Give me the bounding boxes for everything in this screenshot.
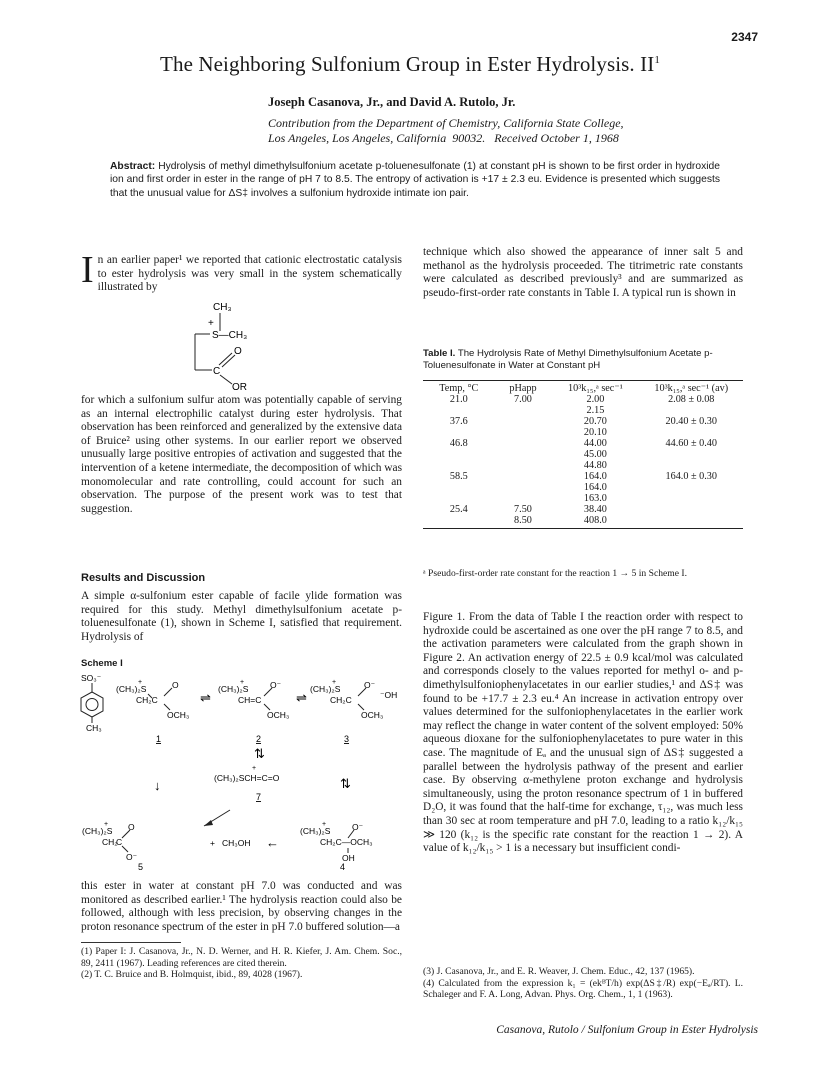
struct-ch3: CH₃ — [213, 302, 232, 313]
table-bottom-rule — [423, 528, 743, 529]
table-cell-temp: 46.8 — [449, 438, 468, 449]
affiliation — [268, 116, 624, 146]
table-row — [423, 394, 743, 405]
right-para-2: Figure 1. From the data of Table I the reaction order with respect to hydroxide could be ascertained as one over the pH range 7 to 8.5, and the activation parameters were calculated from the graph shown in Figure 2. An activation energy of 22.5 ± 0.9 kcal/mol was calculated and corresponds closely to the values reported for methyl o- and p-dimethylsulfoniophenylacetates in our earlier studies,¹ and ΔS‡ was found to be +17.7 ± 2.3 eu.⁴ An increase in activation entropy over values determined for the sulfoniophenylacetates in the earlier work may reflect the change in water content of the solvent employed: 50% aqueous dioxane for the sulfoniophenylacetates to pure water in this case. The magnitude of Eₐ and the unusual sign of ΔS‡ suggested a parallel between the hydrolysis pathway of the present and earlier case. By observing α-methylene proton exchange and hydrolysis simultaneously, using the proton resonance spectrum of 1 in buffered D₂O, it was found that the half-time for exchange, τ₁₂, was much less than 30 sec at room temperature and pH 7.0, leading to a ratio k₁₂/k₁₅ ≫ 120 (k₁₂ is the specific rate constant for the reaction 1 → 2). A value of k₁₂/k₁₅ > 1 is a necessary but insufficient condi- — [423, 611, 743, 855]
table-row — [423, 515, 743, 526]
table-cell-ph — [495, 460, 552, 471]
table-cell-k: 408.0 — [583, 515, 607, 526]
left-para-1: for which a sulfonium sulfur atom was potentially capable of serving as an internal electrophilic catalyst during ester hydrolysis. That observation has been reinforced and generalized by the extensive data of Bruice² using other systems. In our earlier report we observed unusually large positive entropies of activation and suggested that the intervention of a ketene intermediate, the decomposition of which was monomolecular and rate controlling, could account for such an observation. The purpose of the present work was to test that suggestion. — [81, 394, 402, 515]
article-title — [0, 52, 820, 77]
drop-cap: I — [81, 249, 94, 291]
table-cell-temp — [423, 427, 495, 438]
footnote-4: (4) Calculated from the expression k₁ = (ekᴮT/h) exp(ΔS‡/R) exp(−Eₐ/RT). L. Schaleger and F. A. Long, Advan. Phys. Org. Chem., 1, 1 (1963). — [423, 977, 743, 1000]
cmp4-ch2c: CH₂C—OCH₃ — [320, 837, 373, 847]
table-cell-k-avg — [639, 449, 743, 460]
table-cell-k-avg: 20.40 ± 0.30 — [665, 416, 717, 427]
cmp4-o: O⁻ — [352, 822, 364, 832]
abstract-label: Abstract: — [110, 161, 156, 172]
table-cell-k: 163.0 — [583, 493, 607, 504]
ketene-formula: (CH₃)₂SCH=C=O — [214, 773, 280, 783]
left-intro — [81, 249, 402, 295]
table-row — [423, 504, 743, 515]
table-cell-ph — [495, 471, 552, 482]
table-cell-temp: 21.0 — [449, 394, 468, 405]
cmp1-s: (CH₃)₂S — [116, 684, 147, 694]
table-caption-label: Table I. — [423, 348, 456, 359]
right-para-1: technique which also showed the appearance of inner salt 5 and methanol as the hydrolysis proceeded. The titrimetric rate constants were calculated as described previously³ and are summarized as pseudo-first-order rate constants in Table I. A typical run is shown in — [423, 246, 743, 299]
table-row — [423, 482, 743, 493]
authors: Joseph Casanova, Jr., and David A. Rutolo, Jr. — [268, 95, 516, 109]
cmp1-o: O — [172, 680, 179, 690]
affiliation-line-2: Los Angeles, Los Angeles, California 90032. Received October 1, 1968 — [268, 131, 619, 145]
table-cell-k-avg — [639, 460, 743, 471]
table-cell-temp: 58.5 — [449, 471, 468, 482]
equilibrium-arrow-vertical-2: ⇅ — [340, 776, 351, 791]
table-cell-ph — [495, 482, 552, 493]
table-row — [423, 493, 743, 504]
right-footnotes — [423, 966, 743, 1001]
down-arrow: ↓ — [154, 778, 161, 793]
cmp3-s: (CH₃)₂S — [310, 684, 341, 694]
table-1 — [423, 380, 743, 529]
sulfonium-ester-structure — [190, 298, 310, 394]
table-cell-temp: 25.4 — [449, 504, 468, 515]
footnote-2: (2) T. C. Bruice and B. Holmquist, ibid., 89, 4028 (1967). — [81, 969, 303, 980]
table-header-k-avg: 10³k₁₅,ᵃ sec⁻¹ (av) — [654, 383, 729, 394]
table-cell-k: 2.00 — [586, 394, 605, 405]
table-cell-temp — [423, 460, 495, 471]
cmp4-oh: OH — [342, 853, 355, 863]
table-cell-k-avg: 164.0 ± 0.30 — [665, 471, 717, 482]
compound-number-4: 4 — [340, 862, 346, 870]
table-row — [423, 427, 743, 438]
table-cell-temp: 37.6 — [449, 416, 468, 427]
table-cell-k: 44.00 — [583, 438, 607, 449]
cmp2-ch: CH=C — [238, 695, 262, 705]
footnote-3: (3) J. Casanova, Jr., and E. R. Weaver, J. Chem. Educ., 42, 137 (1965). — [423, 966, 695, 977]
table-cell-k: 20.70 — [583, 416, 607, 427]
title-text: The Neighboring Sulfonium Group in Ester Hydrolysis. II — [160, 52, 655, 76]
hydroxide: ⁻OH — [380, 690, 398, 700]
scheme-bond — [164, 688, 172, 696]
table-cell-k-avg — [639, 427, 743, 438]
table-cell-temp — [423, 493, 495, 504]
compound-number-7: 7 — [256, 792, 262, 802]
table-header-ph: pHapp — [509, 383, 537, 394]
table-cell-ph: 7.00 — [514, 394, 532, 405]
compound-number-3: 3 — [344, 734, 350, 744]
ketene-plus: + — [252, 765, 257, 772]
cmp4-plus: + — [322, 821, 327, 828]
table-cell-k-avg: 2.08 ± 0.08 — [668, 394, 715, 405]
cmp4-s: (CH₃)₂S — [300, 826, 331, 836]
table-cell-temp — [423, 482, 495, 493]
dot-plus: + — [210, 838, 215, 848]
table-footnote: ᵃ Pseudo-first-order rate constant for the reaction 1 → 5 in Scheme I. — [423, 568, 687, 579]
footnote-rule — [81, 942, 181, 943]
table-cell-ph — [495, 449, 552, 460]
table-row — [423, 438, 743, 449]
cmp1-plus: + — [138, 679, 143, 686]
abstract — [110, 160, 720, 200]
cmp3-o: O⁻ — [364, 680, 376, 690]
table-cell-ph — [495, 493, 552, 504]
cmp5-s: (CH₃)₂S — [82, 826, 113, 836]
page-footer: Casanova, Rutolo / Sulfonium Group in Ester Hydrolysis — [496, 1024, 758, 1036]
cmp2-o: O⁻ — [270, 680, 282, 690]
table-row — [423, 471, 743, 482]
cmp3-plus: + — [332, 679, 337, 686]
struct-bond — [220, 375, 232, 384]
affiliation-line-1: Contribution from the Department of Chemistry, California State College, — [268, 116, 624, 130]
compound-number-1: 1 — [156, 734, 162, 744]
table-cell-k: 20.10 — [583, 427, 607, 438]
intro-text: n an earlier paper¹ we reported that cationic electrostatic catalysis to ester hydrolysis was very small in the system schematically illustrated by — [97, 254, 402, 294]
cmp5-o-minus: O⁻ — [126, 852, 138, 862]
table-cell-k-avg — [639, 482, 743, 493]
equilibrium-arrow-vertical-1: ⇅ — [254, 746, 265, 761]
table-1-grid — [423, 383, 743, 526]
compound-number-2: 2 — [256, 734, 262, 744]
table-cell-k: 164.0 — [583, 482, 607, 493]
cmp2-och3: OCH₃ — [267, 710, 290, 720]
benzene-aromatic-circle — [86, 699, 98, 711]
scheme-1-diagram — [78, 670, 408, 870]
table-cell-k: 164.0 — [583, 471, 607, 482]
cmp5-ch2: CH₂ — [102, 837, 118, 847]
cmp5-c: C — [116, 837, 123, 847]
tosylate-ch3: CH₃ — [86, 723, 102, 733]
table-header-row — [423, 383, 743, 394]
footnote-1: (1) Paper I: J. Casanova, Jr., N. D. Werner, and H. R. Kiefer, J. Am. Chem. Soc., 89, 2411 (1967). Leading references are cited therein. — [81, 946, 402, 969]
struct-o: O — [234, 346, 242, 357]
methanol: CH₃OH — [222, 838, 251, 848]
table-cell-k: 44.80 — [583, 460, 607, 471]
cmp5-o: O — [128, 822, 135, 832]
scheme-label: Scheme I — [81, 658, 123, 669]
left-footnotes — [81, 946, 402, 981]
title-superscript: 1 — [654, 54, 660, 66]
table-cell-k: 38.40 — [583, 504, 607, 515]
table-cell-ph — [495, 427, 552, 438]
abstract-text: Hydrolysis of methyl dimethylsulfonium acetate p-toluenesulfonate (1) at constant pH is shown to be first order in hydroxide ion and first order in ester in the range of pH 7 to 8.5. The entropy of activation is +17 ± 2.3 eu. Evidence is presented which suggests that the unusual value for ΔS‡ involves a sulfonium hydroxide intimate ion pair. — [110, 161, 720, 199]
table-cell-ph: 8.50 — [514, 515, 532, 526]
cmp1-och3: OCH₃ — [167, 710, 190, 720]
tosylate-so3: SO₃⁻ — [81, 673, 102, 683]
table-body — [423, 394, 743, 526]
table-row — [423, 416, 743, 427]
table-cell-k-avg — [639, 504, 743, 515]
table-cell-temp — [423, 449, 495, 460]
table-cell-ph: 7.50 — [514, 504, 532, 515]
table-caption — [423, 348, 743, 371]
table-top-rule — [423, 380, 743, 381]
cmp3-ch2c: CH₂C — [330, 695, 352, 705]
struct-plus: + — [208, 318, 214, 329]
benzene-ring — [81, 692, 103, 717]
cmp1-ch2c: CH₂C — [136, 695, 158, 705]
table-cell-ph — [495, 438, 552, 449]
table-row — [423, 405, 743, 416]
struct-s-ch3: S—CH₃ — [212, 330, 248, 341]
cmp3-och3: OCH₃ — [361, 710, 384, 720]
cmp5-plus: + — [104, 821, 109, 828]
cmp2-plus: + — [240, 679, 245, 686]
struct-c: C — [213, 366, 221, 377]
table-cell-ph — [495, 416, 552, 427]
table-cell-k: 2.15 — [586, 405, 605, 416]
page-number: 2347 — [731, 30, 758, 44]
left-para-3: this ester in water at constant pH 7.0 was conducted and was monitored as described earlier.¹ The hydrolysis reaction could also be followed, although with less precision, by observing changes in the proton resonance spectrum of the ester in pH 7.0 buffered solution—a — [81, 880, 402, 933]
left-arrow: ← — [266, 835, 279, 850]
compound-number-5: 5 — [138, 862, 144, 870]
table-cell-k-avg — [639, 405, 743, 416]
table-caption-text: The Hydrolysis Rate of Methyl Dimethylsulfonium Acetate p-Toluenesulfonate in Water at Constant pH — [423, 348, 713, 371]
table-cell-temp — [423, 405, 495, 416]
equilibrium-arrow-1: ⇌ — [200, 690, 211, 705]
equilibrium-arrow-2: ⇌ — [296, 690, 307, 705]
table-cell-k-avg — [639, 515, 743, 526]
table-row — [423, 449, 743, 460]
section-heading: Results and Discussion — [81, 572, 206, 584]
table-cell-k: 45.00 — [583, 449, 607, 460]
table-cell-k-avg — [639, 493, 743, 504]
table-row — [423, 460, 743, 471]
struct-or: OR — [232, 382, 247, 393]
table-cell-k-avg: 44.60 ± 0.40 — [665, 438, 717, 449]
table-header-temp: Temp, °C — [439, 383, 479, 394]
left-para-2: A simple α-sulfonium ester capable of facile ylide formation was required for this study. Methyl dimethylsulfonium acetate p-toluenesulfonate (1), shown in Scheme I, satisfied that requirement. Hydrolysis of — [81, 590, 402, 643]
table-cell-ph — [495, 405, 552, 416]
cmp2-s: (CH₃)₂S — [218, 684, 249, 694]
table-header-k: 10³k₁₅,ᵃ sec⁻¹ — [568, 383, 623, 394]
table-cell-temp — [423, 515, 495, 526]
